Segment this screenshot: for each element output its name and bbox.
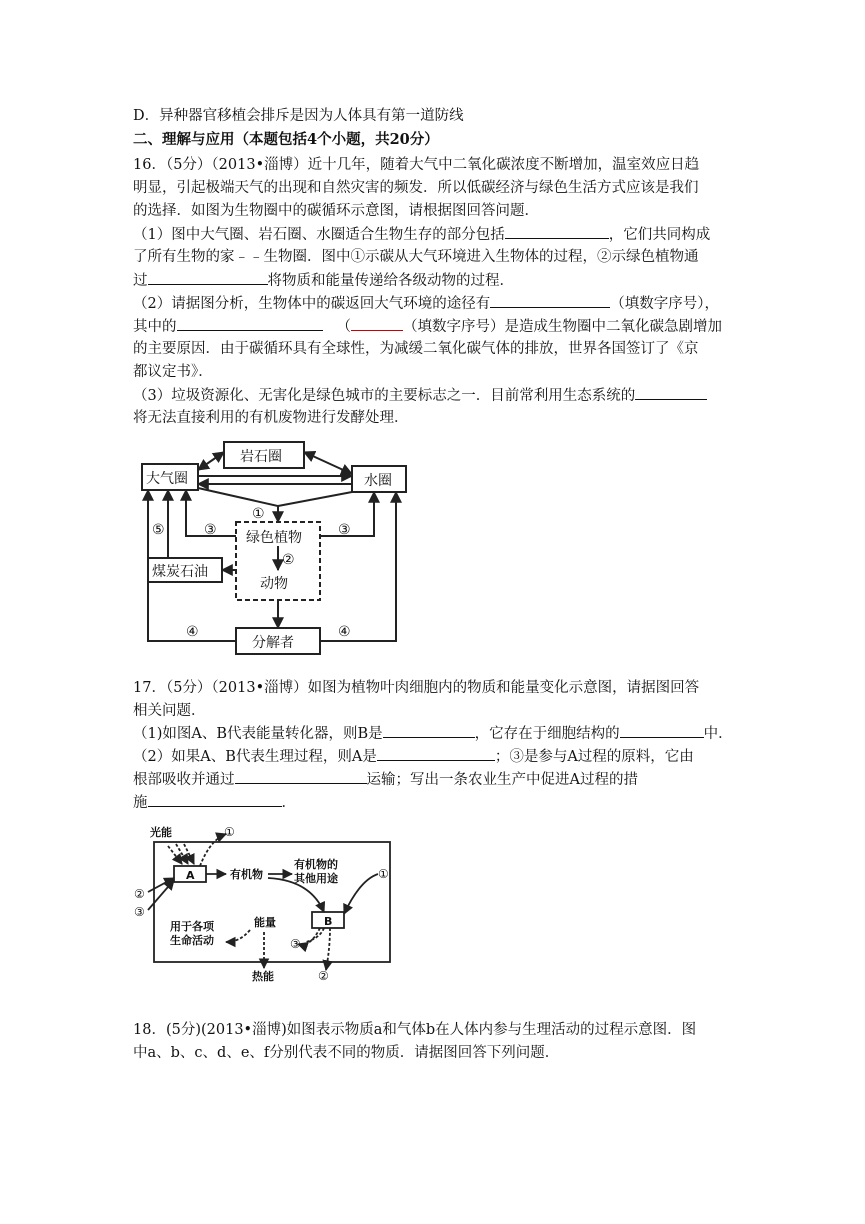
circle-3-bottom: ③ xyxy=(290,937,301,951)
q17-p2-text-c: 根部吸收并通过 xyxy=(133,772,235,788)
answer-blank[interactable] xyxy=(377,746,495,761)
animals-label: 动物 xyxy=(260,576,288,592)
q16-p2-text-b: （填数字序号）， xyxy=(610,296,719,312)
answer-blank[interactable] xyxy=(177,316,323,331)
q17-part2-line1 xyxy=(133,746,694,767)
q16-p2-text-a: （2）请据图分析，生物体中的碳返回大气环境的途径有 xyxy=(133,296,491,312)
lithosphere-label: 岩石圈 xyxy=(240,449,282,465)
q17-stem-line1: 17．（5分）（2013•淄博）如图为植物叶肉细胞内的物质和能量变化示意图，请据图回答 xyxy=(133,680,700,696)
number-4-left: ④ xyxy=(186,624,199,640)
number-1: ① xyxy=(252,506,265,522)
q16-p1-text-a: （1）图中大气圈、岩石圈、水圈适合生物生存的部分包括 xyxy=(133,227,505,243)
q17-p2-text-b: ；③是参与A过程的原料，它由 xyxy=(494,749,694,765)
q17-p2-text-a: （2）如果A、B代表生理过程，则A是 xyxy=(133,749,377,765)
heat-label: 热能 xyxy=(252,970,274,983)
q16-part1-line2: 了所有生物的家﹣﹣生物圈．图中①示碳从大气环境进入生物体的过程，②示绿色植物通 xyxy=(133,249,699,265)
answer-blank[interactable] xyxy=(620,723,704,738)
q16-part1-line1 xyxy=(133,224,710,245)
q17-p2-text-d: 运输；写出一条农业生产中促进A过程的措 xyxy=(366,772,638,788)
q17-part1 xyxy=(133,723,733,744)
q16-part3-line1 xyxy=(133,385,707,406)
answer-blank[interactable] xyxy=(148,270,268,285)
activities-label-2: 生命活动 xyxy=(170,934,214,947)
answer-blank-red[interactable] xyxy=(351,316,403,331)
answer-blank[interactable] xyxy=(505,224,609,239)
answer-blank[interactable] xyxy=(635,385,707,400)
q16-part1-line3 xyxy=(133,270,514,291)
q18-stem-line2: 中a、b、c、d、e、f分别代表不同的物质．请据图回答下列问题． xyxy=(133,1045,560,1061)
activities-label-1: 用于各项 xyxy=(170,920,214,933)
answer-blank[interactable] xyxy=(235,769,367,784)
q17-part2-line2 xyxy=(133,769,638,790)
answer-blank[interactable] xyxy=(383,723,475,738)
atmosphere-label: 大气圈 xyxy=(146,471,188,487)
q16-p2-text-d: （ xyxy=(336,319,351,335)
number-2: ② xyxy=(282,552,295,568)
q17-p2-text-f: ． xyxy=(281,795,296,811)
q16-p2-text-e: （填数字序号）是造成生物圈中二氧化碳急剧增加 xyxy=(403,319,722,335)
circle-2-left: ② xyxy=(134,887,145,901)
q17-p2-text-e: 施 xyxy=(133,795,148,811)
q16-stem-line1: 16．（5分）（2013•淄博）近十几年，随着大气中二氧化碳浓度不断增加，温室效应日趋 xyxy=(133,157,700,173)
organic-label: 有机物 xyxy=(230,868,263,881)
energy-label: 能量 xyxy=(254,916,276,929)
circle-1-top: ① xyxy=(224,825,235,839)
decomposer-label: 分解者 xyxy=(252,635,294,651)
q16-part2-line2 xyxy=(133,316,722,337)
q16-p1-text-e: 将物质和能量传递给各级动物的过程． xyxy=(267,273,514,289)
q16-part2-line1 xyxy=(133,293,719,314)
q16-part2-line4: 都议定书》． xyxy=(133,364,213,380)
fossil-fuel-label: 煤炭石油 xyxy=(152,564,208,580)
q17-stem-line2: 相关问题． xyxy=(133,703,206,719)
light-energy-label: 光能 xyxy=(150,826,172,839)
number-4-right: ④ xyxy=(338,624,351,640)
leaf-cell-diagram xyxy=(130,820,410,984)
q17-part2-line3 xyxy=(133,792,296,813)
q16-p2-text-c: 其中的 xyxy=(133,319,177,335)
q16-part2-line3: 的主要原因．由于碳循环具有全球性，为减缓二氧化碳气体的排放，世界各国签订了《京 xyxy=(133,341,699,357)
q17-p1-text-c: 中． xyxy=(703,726,733,742)
box-b-label: B xyxy=(324,915,333,928)
q16-part3-line2: 将无法直接利用的有机废物进行发酵处理． xyxy=(133,410,409,426)
q16-stem-line2: 明显，引起极端天气的出现和自然灾害的频发．所以低碳经济与绿色生活方式应该是我们 xyxy=(133,180,699,196)
organic-other-label-1: 有机物的 xyxy=(294,858,338,871)
answer-blank[interactable] xyxy=(148,792,282,807)
q16-stem-line3: 的选择．如图为生物圈中的碳循环示意图，请根据图回答问题． xyxy=(133,203,539,219)
organic-other-label-2: 其他用途 xyxy=(294,872,338,885)
section-heading: 二、理解与应用（本题包括4个小题，共20分） xyxy=(133,131,439,148)
q16-p1-text-b: ，它们共同构成 xyxy=(608,227,711,243)
plants-label: 绿色植物 xyxy=(246,530,302,546)
q18-stem-line1: 18．(5分)(2013•淄博)如图表示物质a和气体b在人体内参与生理活动的过程示意图．图 xyxy=(133,1022,697,1038)
q15-option-d: D．异种器官移植会排斥是因为人体具有第一道防线 xyxy=(133,108,464,124)
q17-p1-text-b: ，它存在于细胞结构的 xyxy=(474,726,620,742)
number-3-left: ③ xyxy=(204,522,217,538)
hydrosphere-label: 水圈 xyxy=(364,473,392,489)
q17-p1-text-a: （1)如图A、B代表能量转化器，则B是 xyxy=(133,726,383,742)
number-3-right: ③ xyxy=(338,522,351,538)
q16-p1-text-d: 过 xyxy=(133,273,148,289)
q16-p3-text-a: （3）垃圾资源化、无害化是绿色城市的主要标志之一．目前常利用生态系统的 xyxy=(133,388,636,404)
circle-1-right: ① xyxy=(378,867,389,881)
circle-3-left: ③ xyxy=(134,905,145,919)
circle-2-bottom: ② xyxy=(318,969,329,983)
number-5: ⑤ xyxy=(152,522,165,538)
box-a-label: A xyxy=(186,869,195,882)
answer-blank[interactable] xyxy=(490,293,610,308)
carbon-cycle-diagram xyxy=(128,436,418,658)
